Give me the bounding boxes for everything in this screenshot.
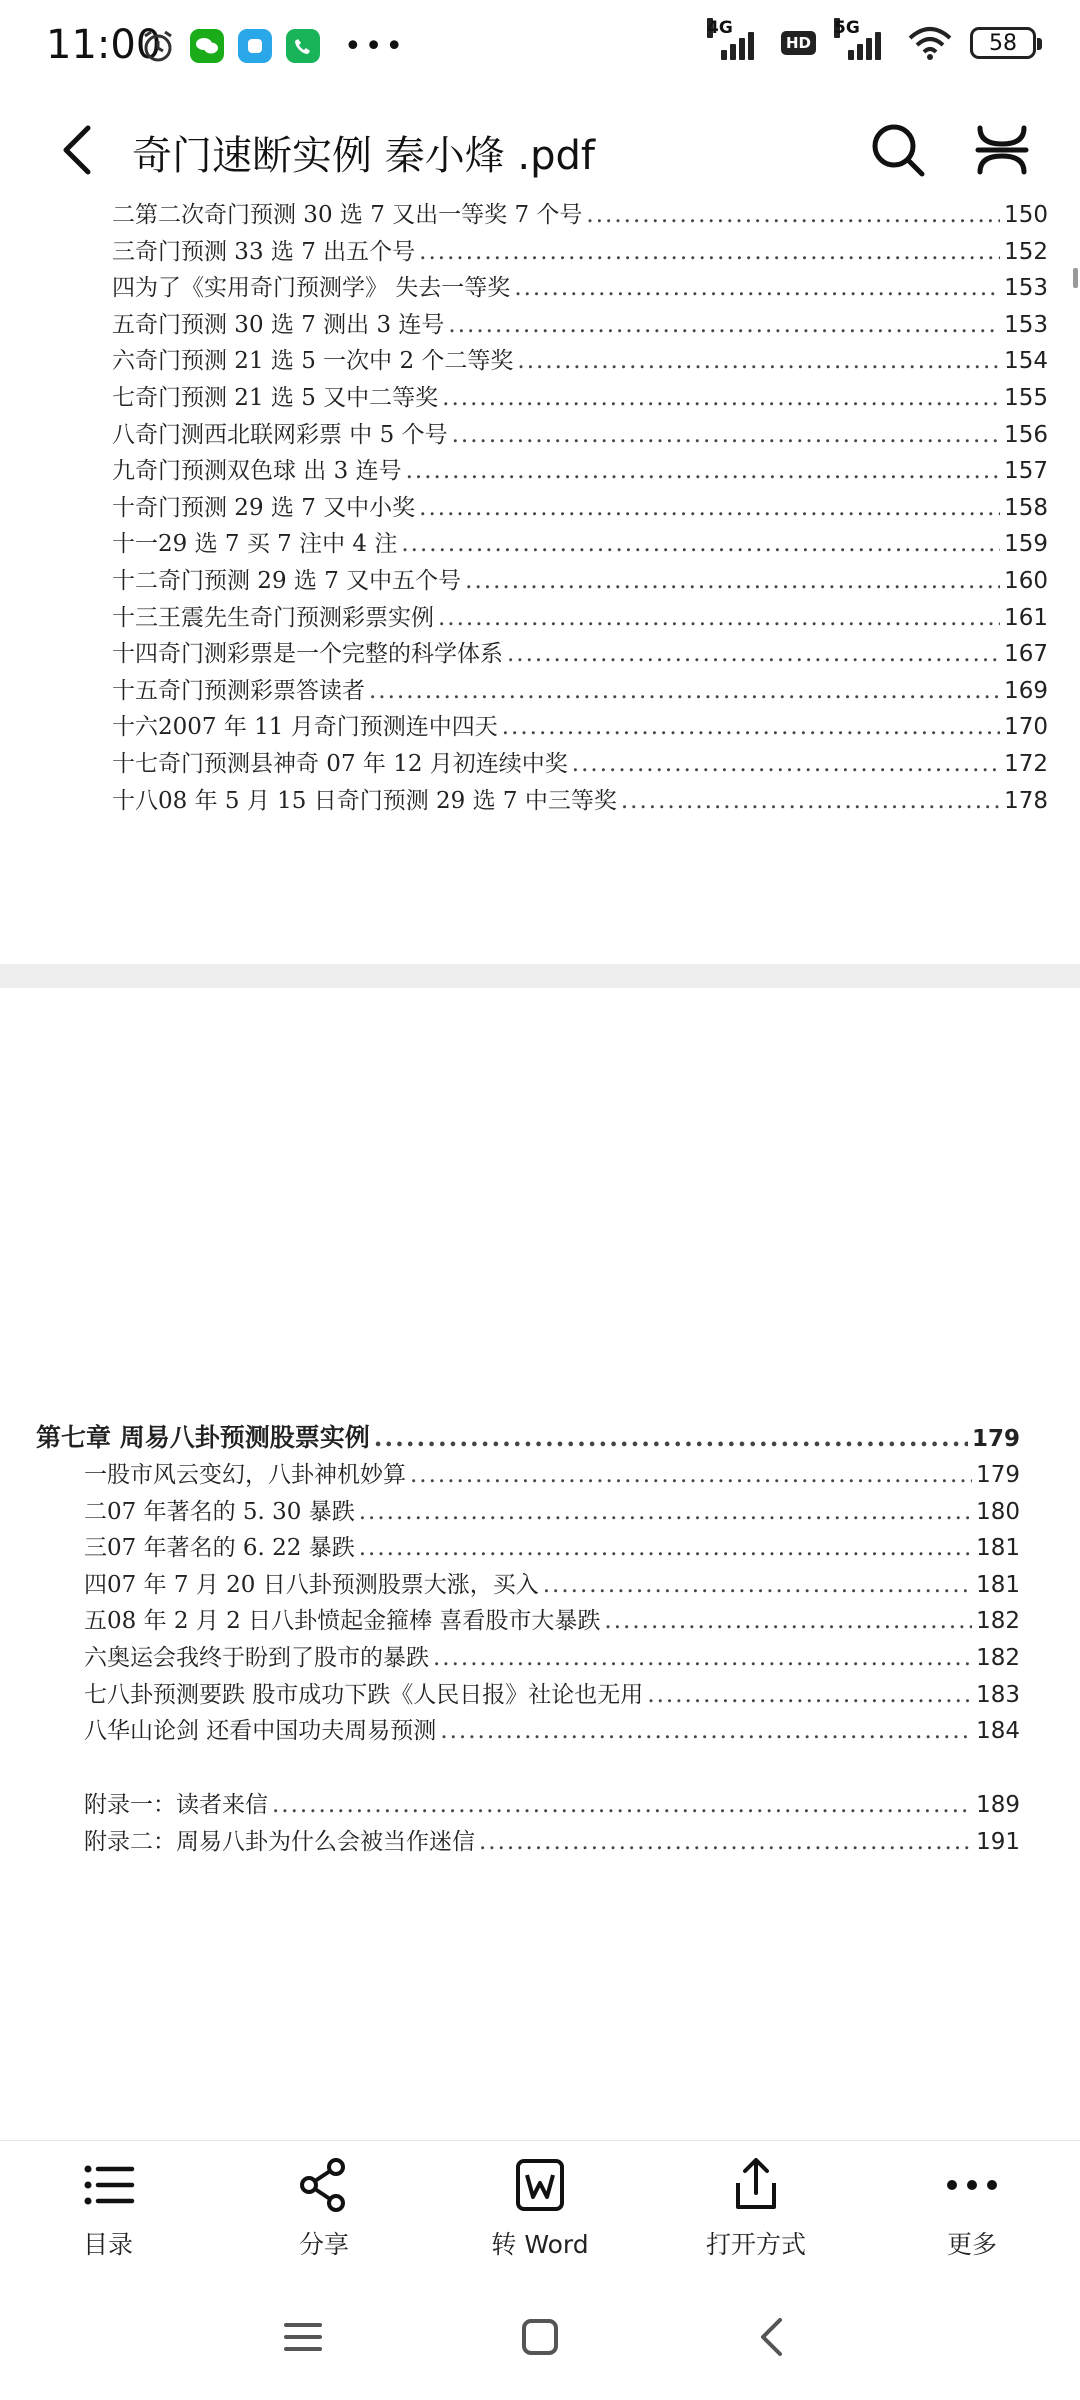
list-icon xyxy=(78,2155,138,2215)
toc-entry-title: 奇门预测县神奇 07 年 12 月初连续中奖 xyxy=(158,751,568,777)
toc-leader-dots xyxy=(272,1792,972,1818)
pdf-page-2[interactable] xyxy=(0,988,1080,2140)
toc-entry-page-number: 153 xyxy=(1004,275,1048,302)
toc-entry-number: 一 xyxy=(84,1462,107,1488)
notification-icons xyxy=(140,28,406,64)
toc-entry-number: 三 xyxy=(112,238,135,265)
toc-entry[interactable] xyxy=(84,1786,1020,1822)
back-nav-icon[interactable] xyxy=(748,2312,798,2362)
toc-entry-number: 三 xyxy=(84,1535,107,1562)
toc-entry-title: 07 年 7 月 20 日八卦预测股票大涨，买入 xyxy=(107,1571,539,1598)
toc-entry-page-number: 189 xyxy=(976,1792,1020,1818)
open-with-button[interactable] xyxy=(648,2141,864,2276)
toc-entry[interactable] xyxy=(84,1602,1020,1638)
toc-leader-dots xyxy=(572,751,1000,777)
toc-entry-title: 奇门测西北联网彩票 中 5 个号 xyxy=(135,421,448,448)
toc-entry-number: 七 xyxy=(84,1681,107,1708)
toc-entry-number: 二 xyxy=(112,202,135,228)
more-notifications-icon: ••• xyxy=(344,28,407,64)
signal-4g-icon xyxy=(706,18,763,60)
wechat-icon xyxy=(190,29,224,63)
toc-entry-page-number: 181 xyxy=(976,1571,1020,1598)
network-5g-label: 5G xyxy=(834,18,860,38)
toc-entry-number: 十二 xyxy=(112,568,158,594)
toc-leader-dots xyxy=(479,1829,972,1855)
system-icons xyxy=(706,18,1036,60)
toc-entry-title: 2007 年 11 月奇门预测连中四天 xyxy=(158,714,498,741)
open-with-label: 打开方式 xyxy=(705,2230,806,2259)
toc-leader-dots xyxy=(514,275,1000,301)
network-4g-label: 4G xyxy=(706,18,733,38)
toc-leader-dots xyxy=(507,641,1000,667)
toc-leader-dots xyxy=(604,1608,972,1634)
toc-entry[interactable] xyxy=(112,306,1048,342)
toc-entry-title: 第二次奇门预测 30 选 7 又出一等奖 7 个号 xyxy=(135,202,583,228)
toc-entry-page-number: 184 xyxy=(976,1718,1020,1745)
toc-entry-number: 十三 xyxy=(112,604,158,631)
toc-leader-dots xyxy=(419,495,1000,521)
toc-entry-page-number: 160 xyxy=(1004,568,1048,594)
panel-toggle-icon[interactable] xyxy=(974,120,1030,180)
convert-to-word-label: 转 Word xyxy=(491,2230,589,2259)
toc-entry-number: 十六 xyxy=(112,714,158,741)
toc-entry[interactable] xyxy=(112,196,1048,232)
toc-leader-dots xyxy=(369,678,1000,704)
toc-entry-title: 奇门预测 21 选 5 一次中 2 个二等奖 xyxy=(135,348,514,375)
toc-entry[interactable] xyxy=(84,1639,1020,1675)
toc-entry-number: 五 xyxy=(112,311,135,338)
toc-leader-dots xyxy=(406,458,1001,484)
toc-entry-title: 奇门预测 30 选 7 测出 3 连号 xyxy=(135,311,445,338)
toc-entry[interactable] xyxy=(112,233,1048,269)
toc-leader-dots xyxy=(543,1572,972,1598)
toc-entry-number: 十 xyxy=(112,494,135,521)
toc-entry-title: 奇门测彩票是一个完整的科学体系 xyxy=(158,641,503,668)
toc-entry-number: 十七 xyxy=(112,751,158,777)
phone-icon xyxy=(286,29,320,63)
toc-leader-dots xyxy=(440,1718,972,1744)
toc-entry-number: 十四 xyxy=(112,641,158,668)
toc-entry-page-number: 157 xyxy=(1004,458,1048,485)
toc-leader-dots xyxy=(502,714,1000,740)
toc-leader-dots xyxy=(419,239,1000,265)
pdf-page-1[interactable] xyxy=(0,204,1080,964)
word-document-icon xyxy=(510,2155,570,2215)
toc-entry[interactable] xyxy=(112,416,1048,452)
share-button[interactable] xyxy=(216,2141,432,2276)
toc-entry[interactable] xyxy=(112,379,1048,415)
toc-entry[interactable] xyxy=(112,489,1048,525)
toc-leader-dots xyxy=(517,348,1000,374)
toc-entry-page-number: 172 xyxy=(1004,751,1048,777)
wifi-icon xyxy=(908,26,952,60)
toc-entry-title: 08 年 2 月 2 日八卦愤起金箍棒 喜看股市大暴跌 xyxy=(107,1608,601,1635)
toc-entry-title: 附录一：读者来信 xyxy=(84,1792,268,1818)
toc-entry-page-number: 156 xyxy=(1004,421,1048,448)
toc-entry[interactable] xyxy=(112,452,1048,488)
system-navigation-bar xyxy=(0,2276,1080,2400)
toc-entry-page-number: 180 xyxy=(976,1498,1020,1525)
toc-entry[interactable] xyxy=(112,342,1048,378)
convert-to-word-button[interactable] xyxy=(432,2141,648,2276)
toc-entry-page-number: 155 xyxy=(1004,385,1048,411)
toc-entry[interactable] xyxy=(112,269,1048,305)
toc-entry-title: 为了《实用奇门预测学》 失去一等奖 xyxy=(135,275,511,302)
toc-entry[interactable] xyxy=(84,1456,1020,1492)
toc-entry[interactable] xyxy=(84,1566,1020,1602)
toc-entry[interactable] xyxy=(112,782,1048,818)
title-bar xyxy=(0,96,1080,204)
more-label: 更多 xyxy=(946,2230,997,2259)
toc-entry-number: 二 xyxy=(84,1498,107,1525)
toc-entry[interactable] xyxy=(84,1823,1020,1859)
page-separator xyxy=(0,964,1080,988)
toc-entry-number: 九 xyxy=(112,458,135,485)
toc-entry-page-number: 182 xyxy=(976,1608,1020,1635)
toc-entry-title: 奇门预测 21 选 5 又中二等奖 xyxy=(135,385,439,411)
toc-entry[interactable] xyxy=(112,708,1048,744)
battery-level: 58 xyxy=(989,30,1017,56)
toc-entry[interactable] xyxy=(112,635,1048,671)
toc-entry-title: 08 年 5 月 15 日奇门预测 29 选 7 中三等奖 xyxy=(158,787,617,814)
toc-entry-page-number: 169 xyxy=(1004,677,1048,704)
more-button[interactable] xyxy=(864,2141,1080,2276)
toc-entry-number: 六 xyxy=(84,1645,107,1671)
battery-icon xyxy=(970,27,1036,59)
toc-entry-page-number: 152 xyxy=(1004,238,1048,265)
toc-entry-title: 第七章 周易八卦预测股票实例 xyxy=(36,1423,370,1452)
toc-entry-page-number: 183 xyxy=(976,1681,1020,1708)
status-bar xyxy=(0,0,1080,96)
toc-entry[interactable] xyxy=(84,1676,1020,1712)
toc-leader-dots xyxy=(401,531,1000,557)
hd-badge: HD xyxy=(781,31,816,55)
toc-entry-number: 十八 xyxy=(112,787,158,814)
toc-entry-title: 奇门预测彩票答读者 xyxy=(158,677,365,704)
toc-entry-number: 十五 xyxy=(112,677,158,704)
toc-entry-number: 八 xyxy=(112,421,135,448)
toc-entry-page-number: 170 xyxy=(1004,714,1048,741)
toc-entry-title: 奇门预测 29 选 7 又中小奖 xyxy=(135,494,416,521)
toc-leader-dots xyxy=(359,1499,972,1525)
share-label: 分享 xyxy=(298,2230,349,2259)
toc-entry-number: 八 xyxy=(84,1718,107,1745)
alarm-clock-icon xyxy=(140,28,176,64)
toc-label: 目录 xyxy=(82,2230,133,2259)
toc-entry-number: 五 xyxy=(84,1608,107,1635)
toc-entry-page-number: 153 xyxy=(1004,311,1048,338)
toc-entry-title: 股市风云变幻，八卦神机妙算 xyxy=(107,1462,406,1488)
toc-entry-page-number: 179 xyxy=(971,1426,1020,1452)
toc-entry-title: 07 年著名的 5. 30 暴跌 xyxy=(107,1498,355,1525)
toc-button[interactable] xyxy=(0,2141,216,2276)
toc-leader-dots xyxy=(465,568,1000,594)
toc-leader-dots xyxy=(433,1645,972,1671)
toc-entry-title: 华山论剑 还看中国功夫周易预测 xyxy=(107,1718,437,1745)
toc-leader-dots xyxy=(647,1682,972,1708)
toc-entry[interactable] xyxy=(84,1529,1020,1565)
toc-entry-page-number: 191 xyxy=(976,1828,1020,1855)
toc-entry-page-number: 179 xyxy=(976,1462,1020,1488)
toc-entry-title: 王震先生奇门预测彩票实例 xyxy=(158,604,434,631)
toc-leader-dots xyxy=(586,202,1000,228)
toc-entry-page-number: 181 xyxy=(976,1535,1020,1562)
app-notification-icon xyxy=(238,29,272,63)
upload-share-icon xyxy=(726,2155,786,2215)
home-nav-icon[interactable] xyxy=(515,2312,565,2362)
scroll-indicator[interactable] xyxy=(1073,268,1078,288)
toc-entry-page-number: 167 xyxy=(1004,641,1048,668)
toc-leader-dots xyxy=(374,1423,968,1452)
status-time: 11:00 xyxy=(46,22,162,68)
toc-entry-page-number: 158 xyxy=(1004,494,1048,521)
toc-entry-number: 四 xyxy=(84,1571,107,1598)
toc-entry-title: 奥运会我终于盼到了股市的暴跌 xyxy=(107,1645,429,1671)
signal-5g-icon xyxy=(834,18,890,60)
toc-entry-title: 奇门预测 29 选 7 又中五个号 xyxy=(158,568,462,594)
toc-entry-page-number: 178 xyxy=(1004,787,1048,814)
chevron-left-icon[interactable] xyxy=(54,122,102,178)
toc-entry-title: 29 选 7 买 7 注中 4 注 xyxy=(158,531,398,558)
toc-entry-number: 六 xyxy=(112,348,135,375)
toc-entry[interactable] xyxy=(112,599,1048,635)
toc-entry-page-number: 159 xyxy=(1004,531,1048,558)
toc-entry-page-number: 154 xyxy=(1004,348,1048,375)
toc-leader-dots xyxy=(410,1462,972,1488)
toc-chapter-entry[interactable] xyxy=(36,1418,1020,1454)
search-icon[interactable] xyxy=(868,120,928,180)
toc-entry-number: 十一 xyxy=(112,531,158,558)
toc-entry[interactable] xyxy=(84,1493,1020,1529)
share-icon xyxy=(294,2155,354,2215)
toc-entry-number: 四 xyxy=(112,275,135,302)
toc-entry[interactable] xyxy=(112,672,1048,708)
toc-entry-page-number: 161 xyxy=(1004,604,1048,631)
toc-entry[interactable] xyxy=(112,525,1048,561)
toc-leader-dots xyxy=(448,312,1000,338)
toc-entry-page-number: 182 xyxy=(976,1645,1020,1671)
toc-leader-dots xyxy=(442,385,1000,411)
toc-leader-dots xyxy=(438,605,1000,631)
bottom-toolbar xyxy=(0,2140,1080,2276)
toc-entry[interactable] xyxy=(84,1712,1020,1748)
toc-entry-number: 七 xyxy=(112,385,135,411)
toc-entry-title: 八卦预测要跌 股市成功下跌《人民日报》社论也无用 xyxy=(107,1681,644,1708)
document-title: 奇门速断实例 秦小烽 .pdf xyxy=(132,133,596,179)
toc-entry-title: 奇门预测双色球 出 3 连号 xyxy=(135,458,402,485)
toc-entry-title: 奇门预测 33 选 7 出五个号 xyxy=(135,238,416,265)
toc-leader-dots xyxy=(359,1535,972,1561)
toc-entry-title: 附录二：周易八卦为什么会被当作迷信 xyxy=(84,1828,475,1855)
toc-entry[interactable] xyxy=(112,745,1048,781)
toc-entry-title: 07 年著名的 6. 22 暴跌 xyxy=(107,1535,355,1562)
toc-leader-dots xyxy=(452,422,1001,448)
toc-entry[interactable] xyxy=(112,562,1048,598)
more-dots-icon xyxy=(942,2155,1002,2215)
toc-entry-page-number: 150 xyxy=(1004,202,1048,228)
toc-leader-dots xyxy=(621,788,1000,814)
menu-nav-icon[interactable] xyxy=(278,2312,328,2362)
